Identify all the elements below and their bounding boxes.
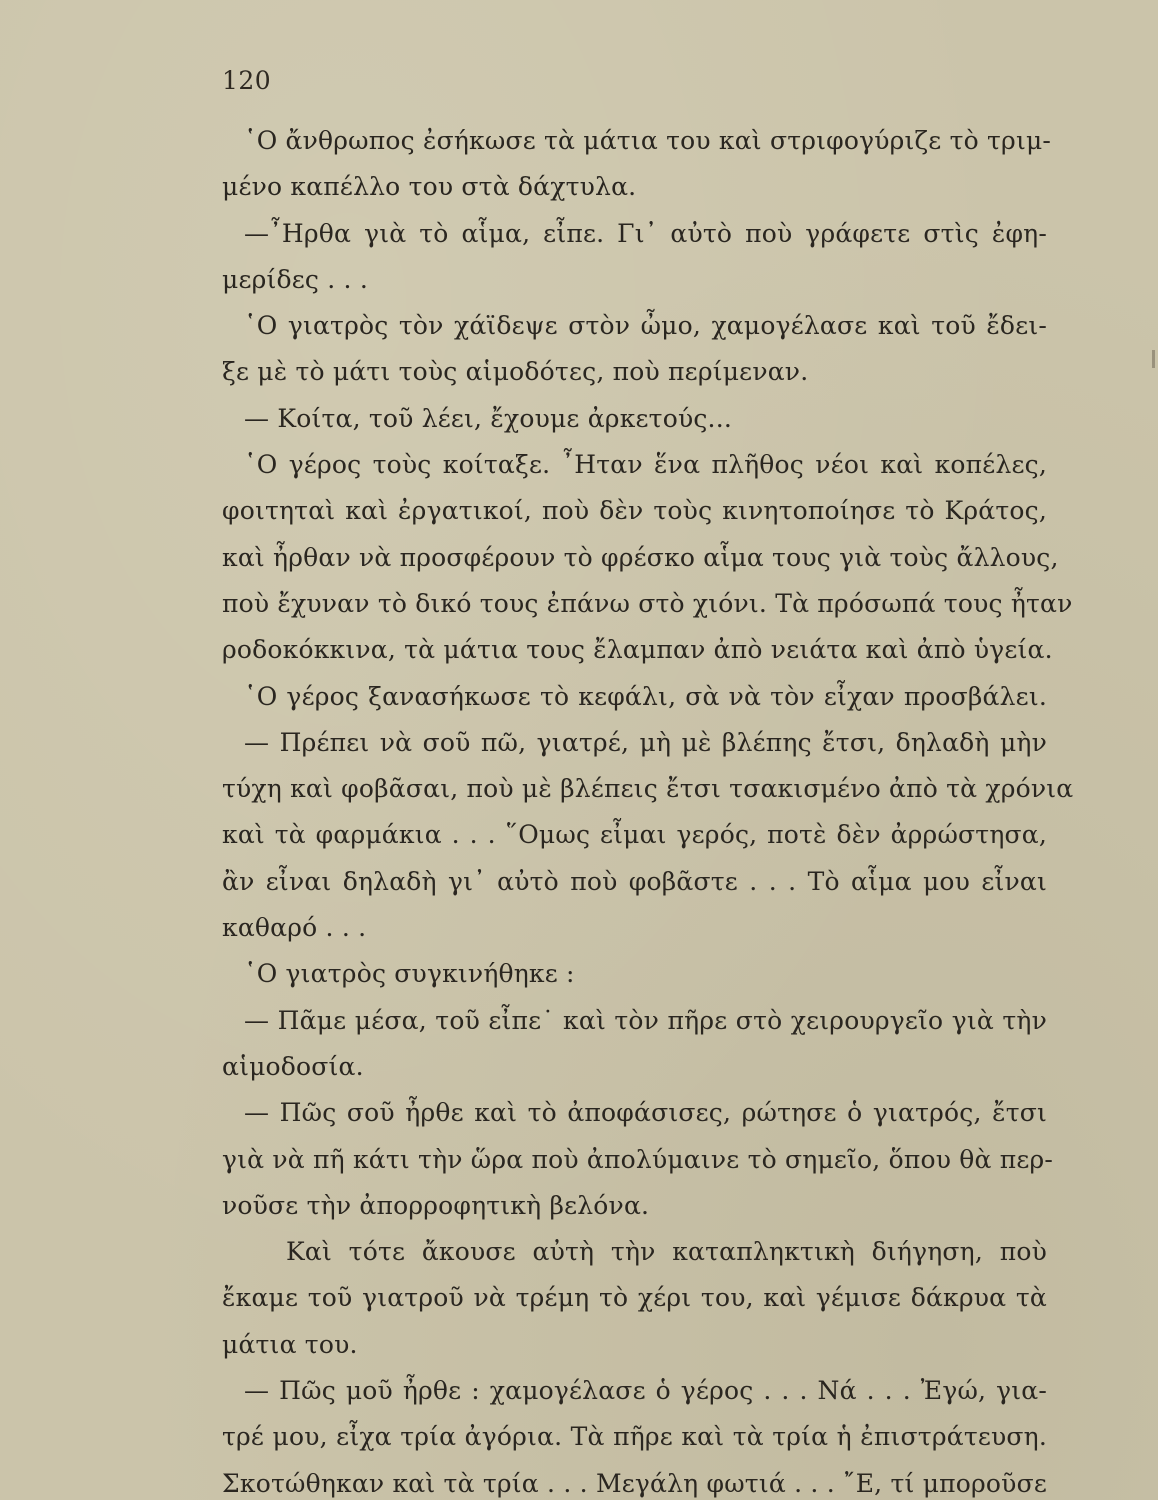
text-line: καὶ ἦρθαν νὰ προσφέρουν τὸ φρέσκο αἷμα τους γιὰ τοὺς ἄλλους,: [222, 542, 1059, 572]
text-line: τρέ μου, εἶχα τρία ἀγόρια. Τὰ πῆρε καὶ τὰ τρία ἡ ἐπιστράτευση.: [222, 1422, 1047, 1452]
text-line: καὶ τὰ φαρμάκια . . . ῞Ομως εἶμαι γερός, ποτὲ δὲν ἀρρώστησα,: [222, 820, 1047, 850]
text-line: — Πῶς μοῦ ἦρθε : χαμογέλασε ὁ γέρος . . . Νά . . . Ἐγώ, για-: [244, 1376, 1047, 1406]
text-line: ῾Ο γιατρὸς συγκινήθηκε :: [244, 959, 575, 989]
text-line: ῾Ο γέρος ξανασήκωσε τὸ κεφάλι, σὰ νὰ τὸν εἶχαν προσβάλει.: [244, 681, 1047, 711]
text-line: φοιτηταὶ καὶ ἐργατικοί, ποὺ δὲν τοὺς κινητοποίησε τὸ Κράτος,: [222, 496, 1047, 526]
text-line: Καὶ τότε ἄκουσε αὐτὴ τὴν καταπληκτικὴ διήγηση, ποὺ: [286, 1237, 1047, 1267]
body-text: [222, 118, 1074, 1500]
text-line: αἱμοδοσία.: [222, 1051, 364, 1081]
text-line: ξε μὲ τὸ μάτι τοὺς αἱμοδότες, ποὺ περίμεναν.: [222, 357, 809, 387]
text-line: τύχη καὶ φοβᾶσαι, ποὺ μὲ βλέπεις ἔτσι τσακισμένο ἀπὸ τὰ χρόνια: [222, 774, 1074, 804]
text-line: μένο καπέλλο του στὰ δάχτυλα.: [222, 172, 637, 202]
text-line: — Κοίτα, τοῦ λέει, ἔχουμε ἀρκετούς...: [244, 403, 732, 433]
text-line: ῾Ο γιατρὸς τὸν χάϊδεψε στὸν ὦμο, χαμογέλασε καὶ τοῦ ἔδει-: [244, 311, 1047, 341]
text-line: ἂν εἶναι δηλαδὴ γι᾽ αὐτὸ ποὺ φοβᾶστε . . . Τὸ αἷμα μου εἶναι: [222, 866, 1047, 896]
text-line: Σκοτώθηκαν καὶ τὰ τρία . . . Μεγάλη φωτιά . . . ῎Ε, τί μποροῦσε: [222, 1468, 1047, 1498]
margin-mark: [1152, 350, 1155, 368]
text-line: καθαρό . . .: [222, 913, 367, 943]
text-line: ροδοκόκκινα, τὰ μάτια τους ἔλαμπαν ἀπὸ νειάτα καὶ ἀπὸ ὑγεία.: [222, 635, 1053, 665]
text-line: ῾Ο ἄνθρωπος ἐσήκωσε τὰ μάτια του καὶ στριφογύριζε τὸ τριμ-: [244, 126, 1052, 155]
text-line: νοῦσε τὴν ἀπορροφητικὴ βελόνα.: [222, 1190, 650, 1220]
text-line: μερίδες . . .: [222, 264, 368, 294]
text-line: —῏Ηρθα γιὰ τὸ αἷμα, εἶπε. Γι᾽ αὐτὸ ποὺ γράφετε στὶς ἐφη-: [244, 218, 1047, 248]
page-number: 120: [222, 66, 272, 95]
text-line: ῾Ο γέρος τοὺς κοίταξε. ῏Ηταν ἕνα πλῆθος νέοι καὶ κοπέλες,: [244, 450, 1047, 480]
text-line: — Πρέπει νὰ σοῦ πῶ, γιατρέ, μὴ μὲ βλέπης ἔτσι, δηλαδὴ μὴν: [244, 727, 1047, 757]
text-line: ποὺ ἔχυναν τὸ δικό τους ἐπάνω στὸ χιόνι. Τὰ πρόσωπά τους ἦταν: [222, 588, 1073, 618]
text-line: — Πᾶμε μέσα, τοῦ εἶπε˙ καὶ τὸν πῆρε στὸ χειρουργεῖο γιὰ τὴν: [244, 1005, 1047, 1035]
text-line: ἔκαμε τοῦ γιατροῦ νὰ τρέμη τὸ χέρι του, καὶ γέμισε δάκρυα τὰ: [222, 1283, 1047, 1313]
text-line: — Πῶς σοῦ ἦρθε καὶ τὸ ἀποφάσισες, ρώτησε ὁ γιατρός, ἔτσι: [244, 1098, 1047, 1128]
text-line: μάτια του.: [222, 1329, 358, 1359]
text-line: γιὰ νὰ πῆ κάτι τὴν ὥρα ποὺ ἀπολύμαινε τὸ σημεῖο, ὅπου θὰ περ-: [222, 1144, 1054, 1174]
